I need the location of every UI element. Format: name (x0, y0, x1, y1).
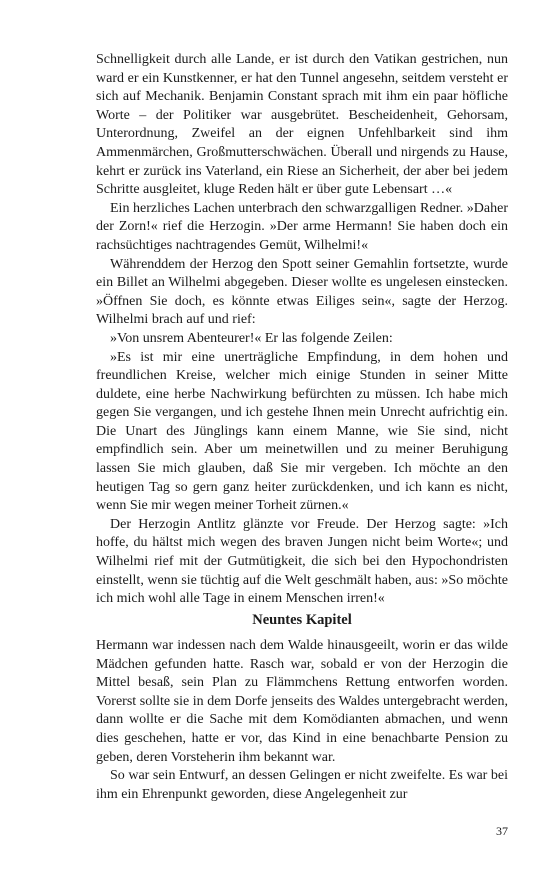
paragraph: Der Herzogin Antlitz glänzte vor Freude. Der Herzog sagte: »Ich hoffe, du hältst mich wegen des braven Jungen nicht beim Worte«; und Wilhelmi rief mit der Gutmütigkeit, die sich bei den Hypochondristen einstellt, wenn sie tüchtig auf die Welt geschmält haben, aus: »So möchte ich mich wohl alle Tage in einem Menschen irren!« (96, 516, 508, 607)
chapter-heading: Neuntes Kapitel (252, 612, 352, 628)
paragraph: »Von unsrem Abenteurer!« Er las folgende Zeilen: (110, 330, 393, 346)
page-number: 37 (496, 824, 508, 838)
paragraph: Ein herzliches Lachen unterbrach den schwarzgalligen Redner. »Daher der Zorn!« rief die Herzogin. »Der arme Hermann! Sie haben doch ein rachsüchtiges nachtragendes Gemüt, Wilhelmi!« (96, 200, 508, 253)
chapter-text (96, 637, 508, 804)
body-text (96, 51, 508, 609)
paragraph: Hermann war indessen nach dem Walde hinausgeeilt, worin er das wilde Mädchen gefunden hatte. Rasch war, sobald er von der Herzogin die Mittel besaß, sein Plan zu Flämmchens Rettung entworfen worden. Vorerst sollte sie in dem Dorfe jenseits des Waldes untergebracht werden, dann wollte er die Sache mit dem Komödianten abmachen, und wenn dies geschehen, hatte er vor, das Kind in eine benachbarte Pension zu geben, deren Vorsteherin ihm bekannt war. (96, 638, 508, 765)
paragraph: Schnelligkeit durch alle Lande, er ist durch den Vatikan gestrichen, nun ward er ein Kunstkenner, er hat den Tunnel angesehn, seitdem versteht er sich auf Mechanik. Benjamin Constant sprach mit ihm ein paar höfliche Worte – der Politiker war ausgebrütet. Bescheidenheit, Gehorsam, Unterordnung, Zweifel an der eignen Unfehlbarkeit sind ihm Ammenmärchen, Großmutterschwächen. Überall und nirgends zu Hause, kehrt er zurück ins Vaterland, ein Riese an Sicherheit, der aber bei jedem Schritte ausgleitet, kluge Reden hält er über gute Lebensart …« (96, 52, 508, 198)
paragraph: »Es ist mir eine unerträgliche Empfindung, in dem hohen und freundlichen Kreise, welcher mich einige Stunden in seiner Mitte duldete, eine herbe Nachwirkung befürchten zu müssen. Ich habe mich gegen Sie vergangen, und ich gestehe Ihnen mein Unrecht aufrichtig ein. Die Unart des Jünglings kann einem Manne, wie Sie sind, nicht empfindlich sein. Aber um meinetwillen und zu meiner Beruhigung lassen Sie mich glauben, daß Sie mir vergeben. Ich möchte an den heutigen Tag so gern ganz heiter zurückdenken, und ich kann es nicht, wenn Sie mir wegen meiner Torheit zürnen.« (96, 349, 508, 514)
paragraph: So war sein Entwurf, an dessen Gelingen er nicht zweifelte. Es war bei ihm ein Ehrenpunkt geworden, diese Angelegenheit zur (96, 768, 508, 802)
paragraph: Währenddem der Herzog den Spott seiner Gemahlin fortsetzte, wurde ein Billet an Wilhelmi abgegeben. Dieser wollte es ungelesen einstecken. »Öffnen Sie doch, es könnte etwas Eiliges sein«, sagte der Herzog. Wilhelmi brach auf und rief: (96, 256, 508, 328)
